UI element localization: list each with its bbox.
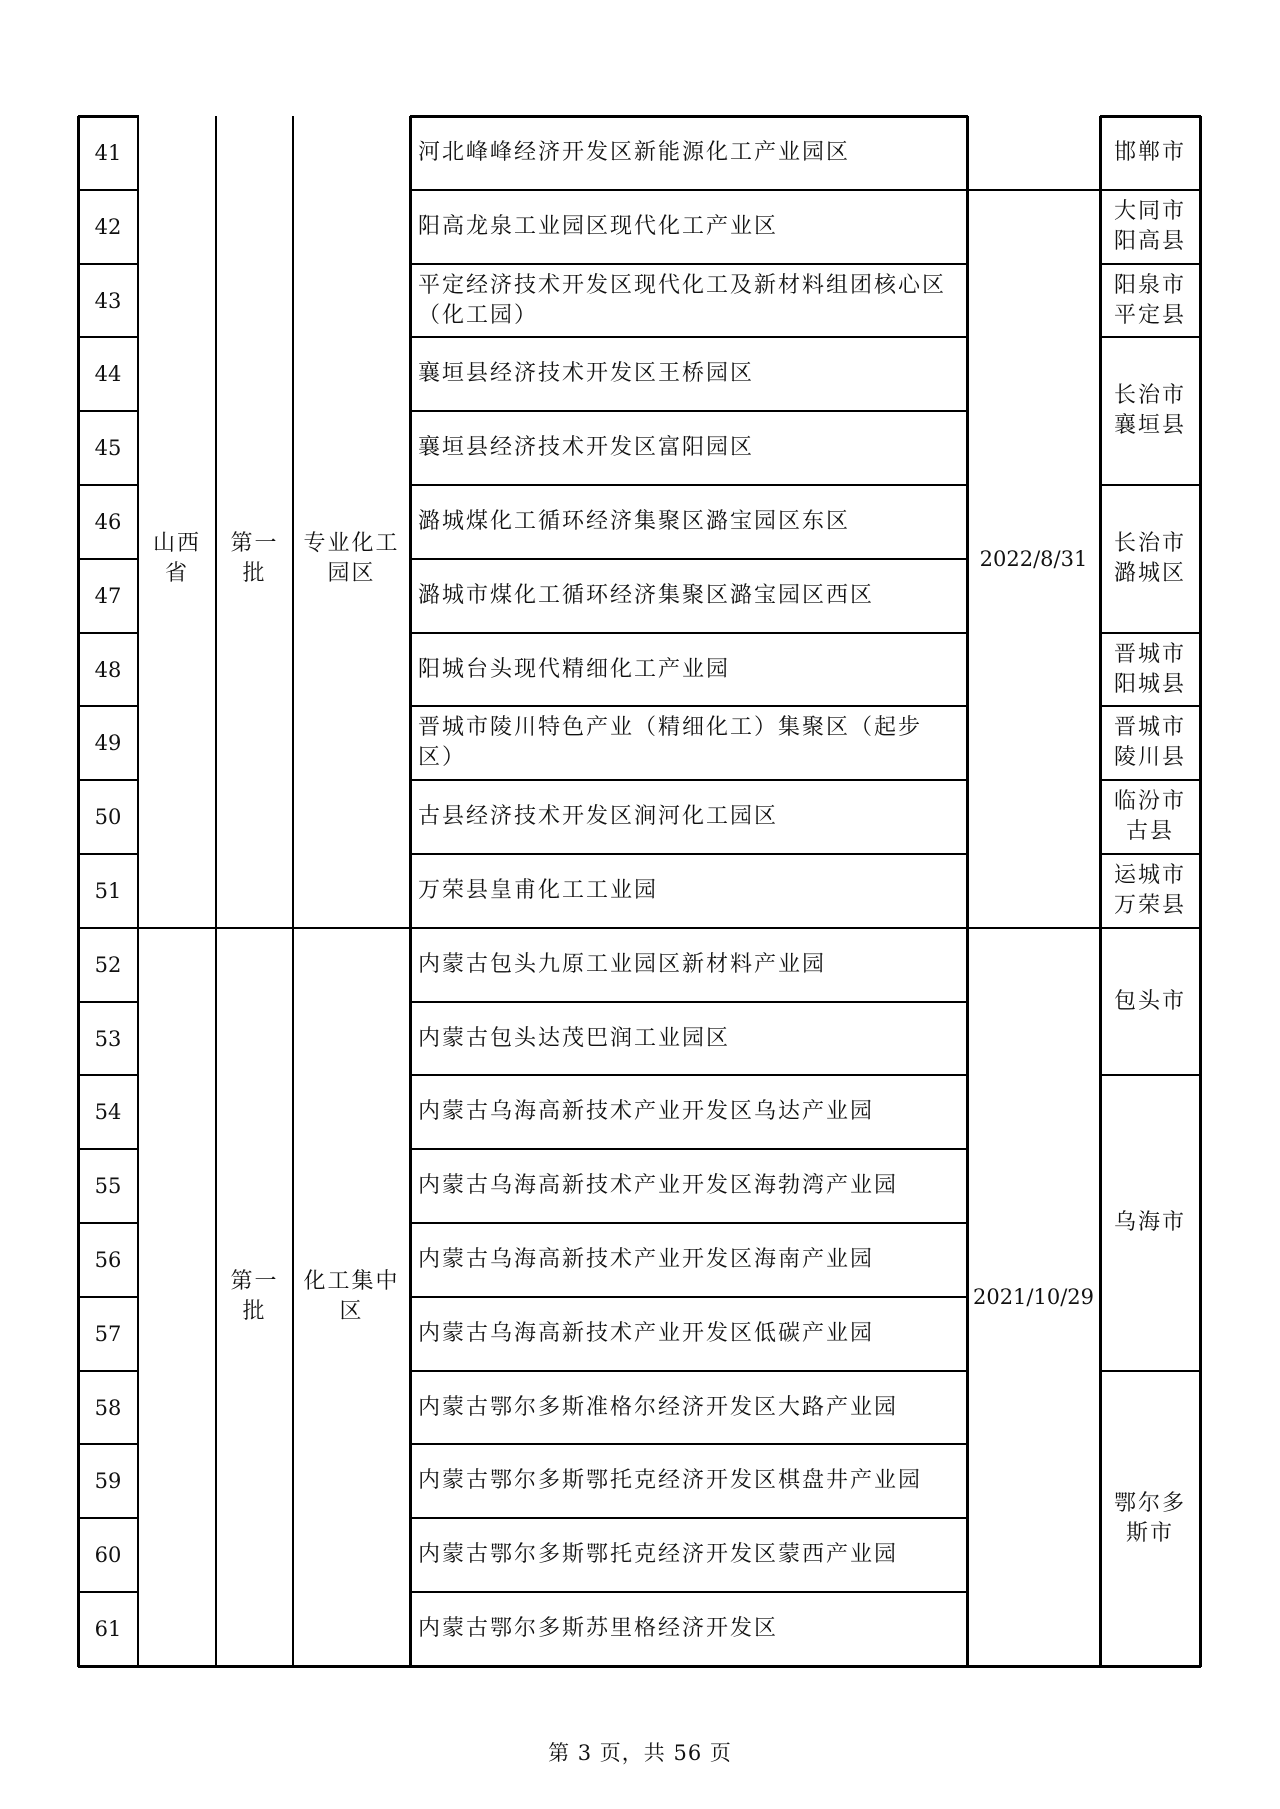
grid-line <box>78 779 139 781</box>
city-cell: 阳泉市平定县 <box>1113 272 1186 328</box>
border-right <box>1199 116 1202 1667</box>
grid-line <box>78 1591 139 1593</box>
grid-line <box>410 853 968 855</box>
park-type-cell: 化工集中区 <box>303 1269 400 1324</box>
row-number: 45 <box>94 436 122 460</box>
row-number: 43 <box>94 288 122 313</box>
grid-line <box>409 116 412 1667</box>
grid-line <box>1100 484 1201 486</box>
border-left <box>77 116 80 1667</box>
row-number: 44 <box>94 362 122 386</box>
grid-line <box>78 1148 139 1150</box>
row-number: 51 <box>94 879 122 903</box>
park-name: 内蒙古鄂尔多斯准格尔经济开发区大路产业园 <box>418 1394 899 1420</box>
grid-line <box>1100 705 1201 707</box>
park-name: 内蒙古包头九原工业园区新材料产业园 <box>418 952 827 977</box>
city-cell: 晋城市阳城县 <box>1113 641 1186 697</box>
park-name: 内蒙古乌海高新技术产业开发区低碳产业园 <box>418 1321 875 1346</box>
park-name: 内蒙古鄂尔多斯鄂托克经济开发区蒙西产业园 <box>418 1542 899 1567</box>
grid-line <box>410 705 968 707</box>
city-cell: 临汾市古县 <box>1113 789 1186 844</box>
row-number: 58 <box>94 1395 122 1420</box>
grid-line <box>78 1370 139 1372</box>
park-name: 阳高龙泉工业园区现代化工产业区 <box>418 214 779 239</box>
city-cell: 乌海市 <box>1113 1210 1186 1235</box>
batch-cell: 第一批 <box>230 531 279 586</box>
grid-line <box>78 558 139 560</box>
city-cell: 运城市万荣县 <box>1113 863 1186 918</box>
park-name: 内蒙古乌海高新技术产业开发区海南产业园 <box>418 1247 875 1272</box>
date-cell: 2021/10/29 <box>972 1285 1095 1309</box>
grid-line <box>410 1074 968 1076</box>
grid-line <box>1100 189 1201 191</box>
grid-line <box>410 558 968 560</box>
grid-line <box>78 1296 139 1298</box>
grid-line <box>410 410 968 412</box>
park-name: 内蒙古乌海高新技术产业开发区乌达产业园 <box>418 1099 875 1124</box>
row-number: 42 <box>94 215 122 239</box>
grid-line <box>410 336 968 338</box>
grid-line <box>292 116 294 1666</box>
row-number: 59 <box>94 1469 122 1493</box>
grid-line <box>410 1148 968 1150</box>
grid-line <box>410 115 968 118</box>
park-name: 内蒙古鄂尔多斯苏里格经济开发区 <box>418 1616 779 1641</box>
row-number: 50 <box>94 805 122 829</box>
grid-line <box>1100 853 1201 855</box>
grid-line <box>410 779 968 781</box>
park-name: 晋城市陵川特色产业（精细化工）集聚区（起步区） <box>418 715 923 770</box>
page-footer: 第 3 页，共 56 页 <box>548 1741 732 1765</box>
grid-line <box>1100 632 1201 634</box>
grid-line <box>78 1001 139 1003</box>
park-name: 襄垣县经济技术开发区王桥园区 <box>418 361 755 386</box>
grid-line <box>78 1222 139 1224</box>
grid-line <box>78 853 139 855</box>
row-number: 49 <box>94 731 122 755</box>
park-name: 内蒙古鄂尔多斯鄂托克经济开发区棋盘井产业园 <box>418 1468 923 1493</box>
grid-line <box>78 1074 139 1076</box>
park-name: 河北峰峰经济开发区新能源化工产业园区 <box>418 140 851 165</box>
grid-line <box>1100 263 1201 265</box>
grid-line <box>78 1517 139 1519</box>
grid-line <box>78 189 139 191</box>
park-name: 内蒙古包头达茂巴润工业园区 <box>418 1025 731 1051</box>
park-name: 阳城台头现代精细化工产业园 <box>418 656 731 682</box>
park-name: 襄垣县经济技术开发区富阳园区 <box>418 435 755 460</box>
grid-line <box>967 189 1101 191</box>
grid-line <box>410 1517 968 1519</box>
row-number: 60 <box>94 1543 122 1567</box>
grid-line <box>1100 1370 1201 1372</box>
grid-line <box>410 1296 968 1298</box>
park-name: 内蒙古乌海高新技术产业开发区海勃湾产业园 <box>418 1173 899 1198</box>
grid-line <box>1100 1074 1201 1076</box>
row-number: 52 <box>94 953 122 977</box>
row-number: 53 <box>94 1026 122 1051</box>
grid-line <box>215 116 217 1666</box>
grid-line <box>1100 115 1201 118</box>
date-cell: 2022/8/31 <box>979 547 1088 571</box>
row-number: 57 <box>94 1322 122 1346</box>
park-name: 万荣县皇甫化工工业园 <box>418 878 659 903</box>
row-number: 56 <box>94 1248 122 1272</box>
park-type-cell: 专业化工园区 <box>303 531 400 586</box>
park-name: 平定经济技术开发区现代化工及新材料组团核心区（化工园） <box>418 272 947 328</box>
city-cell: 包头市 <box>1113 988 1186 1014</box>
park-name: 潞城煤化工循环经济集聚区潞宝园区东区 <box>418 509 851 534</box>
park-name: 古县经济技术开发区涧河化工园区 <box>418 804 779 829</box>
grid-line <box>78 1443 139 1445</box>
row-number: 55 <box>94 1174 122 1198</box>
grid-line <box>410 263 968 265</box>
row-number: 41 <box>94 141 122 165</box>
grid-line <box>410 1591 968 1593</box>
row-number: 47 <box>94 584 122 608</box>
city-cell: 大同市阳高县 <box>1113 199 1186 254</box>
row-number: 48 <box>94 657 122 682</box>
city-cell: 邯郸市 <box>1113 140 1186 165</box>
park-name: 潞城市煤化工循环经济集聚区潞宝园区西区 <box>418 583 875 608</box>
city-cell: 晋城市陵川县 <box>1113 715 1186 770</box>
grid-line <box>78 927 1201 929</box>
grid-line <box>137 116 139 1666</box>
city-cell: 鄂尔多斯市 <box>1113 1490 1186 1546</box>
grid-line <box>1099 116 1102 1667</box>
city-cell: 长治市潞城区 <box>1113 531 1186 586</box>
grid-line <box>78 705 139 707</box>
province-cell: 山西省 <box>152 531 201 586</box>
grid-line <box>410 1001 968 1003</box>
grid-line <box>410 484 968 486</box>
grid-line <box>410 189 968 191</box>
grid-line <box>1100 336 1201 338</box>
row-number: 54 <box>94 1100 122 1124</box>
grid-line <box>1100 779 1201 781</box>
grid-line <box>78 632 139 634</box>
grid-line <box>410 1443 968 1445</box>
row-number: 61 <box>94 1617 122 1641</box>
grid-line <box>410 632 968 634</box>
grid-line <box>78 1665 1201 1668</box>
grid-line <box>410 1222 968 1224</box>
grid-line <box>78 484 139 486</box>
row-number: 46 <box>94 510 122 534</box>
grid-line <box>966 116 969 1667</box>
grid-line <box>78 115 139 118</box>
city-cell: 长治市襄垣县 <box>1113 383 1186 438</box>
grid-line <box>78 410 139 412</box>
grid-line <box>410 1370 968 1372</box>
grid-line <box>78 336 139 338</box>
batch-cell: 第一批 <box>230 1269 279 1324</box>
grid-line <box>78 263 139 265</box>
